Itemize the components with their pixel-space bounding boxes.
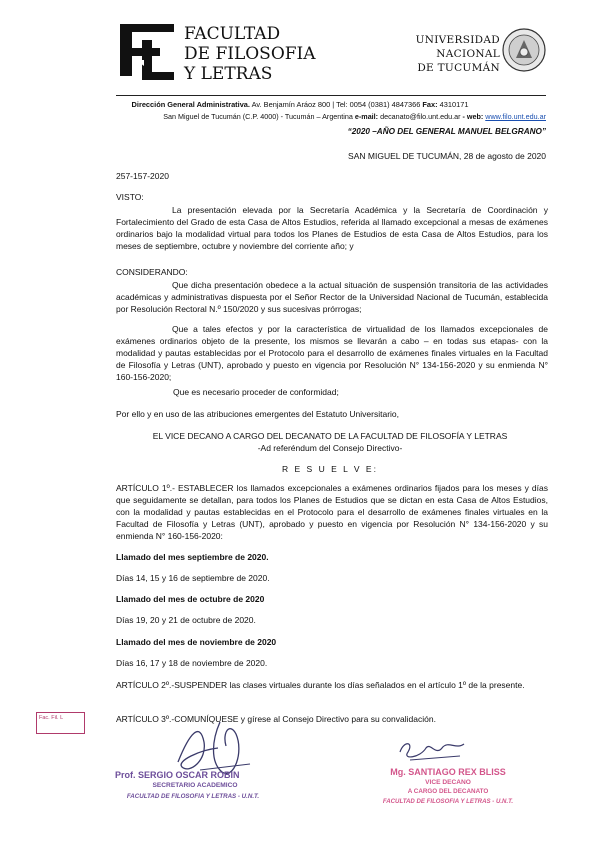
por-ello-paragraph: Por ello y en uso de las atribuciones emergentes del Estatuto Universitario, xyxy=(116,409,400,419)
signature-right-role: VICE DECANO xyxy=(425,779,471,786)
signature-left-faculty: FACULTAD DE FILOSOFIA Y LETRAS - U.N.T. xyxy=(126,793,260,800)
authority-heading: EL VICE DECANO A CARGO DEL DECANATO DE LA FACULTAD DE FILOSOFÍA Y LETRAS xyxy=(152,431,508,441)
address-phone: Av. Benjamín Aráoz 800 | Tel: 0054 (0381) 4847366 xyxy=(249,100,423,109)
llamado-heading: Llamado del mes septiembre de 2020. xyxy=(116,552,269,562)
folio-stamp xyxy=(36,712,85,734)
address-line-2 xyxy=(110,112,546,121)
header-divider xyxy=(116,95,546,96)
visto-label: VISTO: xyxy=(116,192,144,202)
articulo-1: ARTÍCULO 1º.- ESTABLECER los llamados excepcionales a exámenes ordinarios fijados para los meses y días que seguidamente se detallan, para todos los Planes de Estudios que se dictan en esta Casa de Altos Estudios, con la modalidad y pautas establecidas en el Protocolo para el desarrollo de exámenes finales virtuales en la Facultad de Filosofía y Letras (UNT), aprobado y puesto en vigencia por Resolución N° 134-156-2020 y su enmienda N° 160-156-2020: xyxy=(116,483,548,541)
university-name-line: UNIVERSIDAD xyxy=(415,34,500,46)
university-name xyxy=(416,33,500,75)
university-name-line: DE TUCUMÁN xyxy=(417,62,500,74)
considerando-paragraph-3: Que es necesario proceder de conformidad; xyxy=(173,387,339,397)
llamado-days: Días 19, 20 y 21 de octubre de 2020. xyxy=(116,615,256,625)
llamado-days: Días 14, 15 y 16 de septiembre de 2020. xyxy=(116,573,270,583)
address-city: San Miguel de Tucumán (C.P. 4000) - Tucumán – Argentina xyxy=(163,112,355,121)
considerando-paragraph-1: Que dicha presentación obedece a la actual situación de suspensión transitoria de las actividades académicas y administrativas dispuesta por el Señor Rector de la Universidad Nacional de Tucumán, establecida por Resolución Rectoral N.º 150/2020 y sus sucesivas prórrogas; xyxy=(116,280,548,314)
faculty-name-line: DE FILOSOFIA xyxy=(184,44,316,64)
faculty-logo-icon xyxy=(116,20,178,84)
university-name-line: NACIONAL xyxy=(436,48,500,60)
considerando-label: CONSIDERANDO: xyxy=(116,267,188,277)
web-link[interactable]: www.filo.unt.edu.ar xyxy=(485,112,546,121)
resuelve-heading: R E S U E L V E: xyxy=(282,464,378,474)
email-label: e-mail: xyxy=(354,112,379,121)
ad-referendum: -Ad referéndum del Consejo Directivo- xyxy=(257,443,403,453)
considerando-paragraph-2: Que a tales efectos y por la característica de virtualidad de los llamados excepcionales de exámenes ordinarios objeto de la presente, los mismos se llevarán a cabo – en todas sus etapas- con la modalidad y pautas establecidas por el Protocolo para el desarrollo de exámenes finales virtuales en la Facultad de Filosofía y Letras (UNT), aprobado y puesto en vigencia por Resolución N° 134-156-2020 y su enmienda N° 160-156-2020; xyxy=(116,324,548,382)
faculty-name xyxy=(184,24,316,84)
email-address: decanato@filo.unt.edu.ar xyxy=(378,112,461,121)
date-line: SAN MIGUEL DE TUCUMÁN, 28 de agosto de 2020 xyxy=(348,151,546,161)
faculty-name-line: FACULTAD xyxy=(184,24,281,44)
signature-right-name: Mg. SANTIAGO REX BLISS xyxy=(390,767,506,777)
fax-number: 4310171 xyxy=(437,100,469,109)
university-seal-icon xyxy=(502,28,546,72)
address-line-1 xyxy=(0,100,600,109)
signature-left-role: SECRETARIO ACADEMICO xyxy=(152,782,238,789)
year-motto: “2020 –AÑO DEL GENERAL MANUEL BELGRANO” xyxy=(347,127,546,136)
faculty-name-line: Y LETRAS xyxy=(184,64,273,84)
folio-stamp-text: Fac. Fil. L xyxy=(39,715,64,721)
fax-label: Fax: xyxy=(422,100,438,109)
address-department: Dirección General Administrativa. xyxy=(131,100,250,109)
signature-right-role-detail: A CARGO DEL DECANATO xyxy=(407,788,489,795)
visto-paragraph: La presentación elevada por la Secretaría Académica y la Secretaría de Coordinación y Fortalecimiento del Grado de esta Casa de Altos Estudios, referida al llamado excepcional a mesas de exámenes ordinarios bajo la modalidad virtual para todos los Planes de Estudios de esta Casa de Altos Estudios, para los meses de septiembre, octubre y noviembre del corriente año; y xyxy=(116,205,548,251)
reference-number: 257-157-2020 xyxy=(116,171,169,181)
signature-right-faculty: FACULTAD DE FILOSOFIA Y LETRAS - U.N.T. xyxy=(382,798,514,805)
articulo-2: ARTÍCULO 2º.-SUSPENDER las clases virtuales durante los días señalados en el artículo 1º de la presente. xyxy=(116,680,525,690)
llamado-heading: Llamado del mes de octubre de 2020 xyxy=(116,594,265,604)
signature-left-name: Prof. SERGIO OSCAR ROBIN xyxy=(115,770,240,780)
web-label: - web: xyxy=(460,112,484,121)
llamado-heading: Llamado del mes de noviembre de 2020 xyxy=(116,637,277,647)
llamado-days: Días 16, 17 y 18 de noviembre de 2020. xyxy=(116,658,268,668)
signature-right-icon xyxy=(380,730,480,770)
articulo-3: ARTÍCULO 3º.-COMUNÍQUESE y gírese al Consejo Directivo para su convalidación. xyxy=(116,714,436,724)
